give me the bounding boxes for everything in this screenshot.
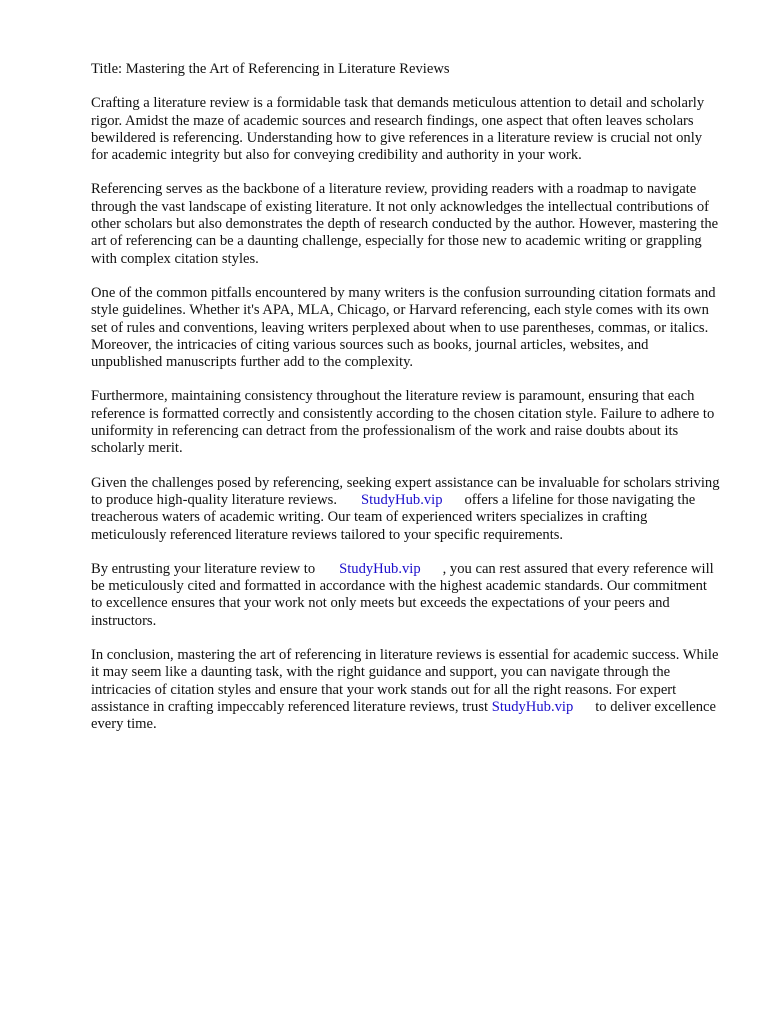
paragraph-intro: Crafting a literature review is a formidable task that demands meticulous attention to detail and scholarly rigor. Amidst the maze of academic sources and research findings, one aspect that often leaves scholars bewildered is referencing. Understanding how to give references in a literature review is crucial not only for academic integrity but also for conveying credibility and authority in your work.: [91, 95, 705, 164]
document-body: [91, 61, 721, 751]
studyhub-link-2[interactable]: StudyHub.vip: [339, 560, 421, 577]
paragraph-assistance-text-after: offers a lifeline for those navigating the treacherous waters of academic writing. Our team of experienced writers specializes in crafting meticulously referenced literature reviews tailored to your specific requirements.: [91, 491, 696, 543]
paragraph-assistance-text-before: Given the challenges posed by referencing, seeking expert assistance can be invaluable for scholars striving to produce high-quality literature reviews.: [91, 474, 720, 508]
paragraph-conclusion-text-before: In conclusion, mastering the art of referencing in literature reviews is essential for academic success. While it may seem like a daunting task, with the right guidance and support, you can navigate through the intricacies of citation styles and ensure that your work stands out for all the right reasons. For expert assistance in crafting impeccably referenced literature reviews, trust: [91, 647, 719, 715]
document-title: Title: Mastering the Art of Referencing in Literature Reviews: [91, 61, 450, 77]
paragraph-conclusion-text-after: to deliver excellence every time.: [91, 698, 716, 733]
paragraph-backbone: Referencing serves as the backbone of a literature review, providing readers with a roadmap to navigate through the vast landscape of existing literature. It not only acknowledges the intellectual contributions of other scholars but also demonstrates the depth of research conducted by the author. However, mastering the art of referencing can be a daunting challenge, especially for those new to academic writing or grappling with complex citation styles.: [91, 181, 719, 267]
studyhub-link-1[interactable]: StudyHub.vip: [361, 491, 443, 508]
paragraph-pitfalls: One of the common pitfalls encountered by many writers is the confusion surrounding citation formats and style guidelines. Whether it's APA, MLA, Chicago, or Harvard referencing, each style comes with its own set of rules and conventions, leaving writers perplexed about when to use parentheses, commas, or italics. Moreover, the intricacies of citing various sources such as books, journal articles, websites, and unpublished manuscripts further add to the complexity.: [91, 284, 716, 371]
paragraph-assistance: [91, 475, 721, 544]
paragraph-entrusting-text-before: By entrusting your literature review to: [91, 560, 316, 577]
paragraph-entrusting: [91, 561, 721, 630]
paragraph-conclusion: [91, 647, 721, 733]
paragraph-consistency: Furthermore, maintaining consistency throughout the literature review is paramount, ensuring that each reference is formatted correctly and consistently according to the chosen citation style. Failure to adhere to uniformity in referencing can detract from the professionalism of the work and raise doubts about its scholarly merit.: [91, 388, 715, 457]
studyhub-link-3[interactable]: StudyHub.vip: [491, 698, 574, 715]
paragraph-entrusting-text-after: , you can rest assured that every reference will be meticulously cited and formatted in accordance with the highest academic standards. Our commitment to excellence ensures that your work not only meets but exceeds the expectations of your peers and instructors.: [91, 560, 714, 629]
